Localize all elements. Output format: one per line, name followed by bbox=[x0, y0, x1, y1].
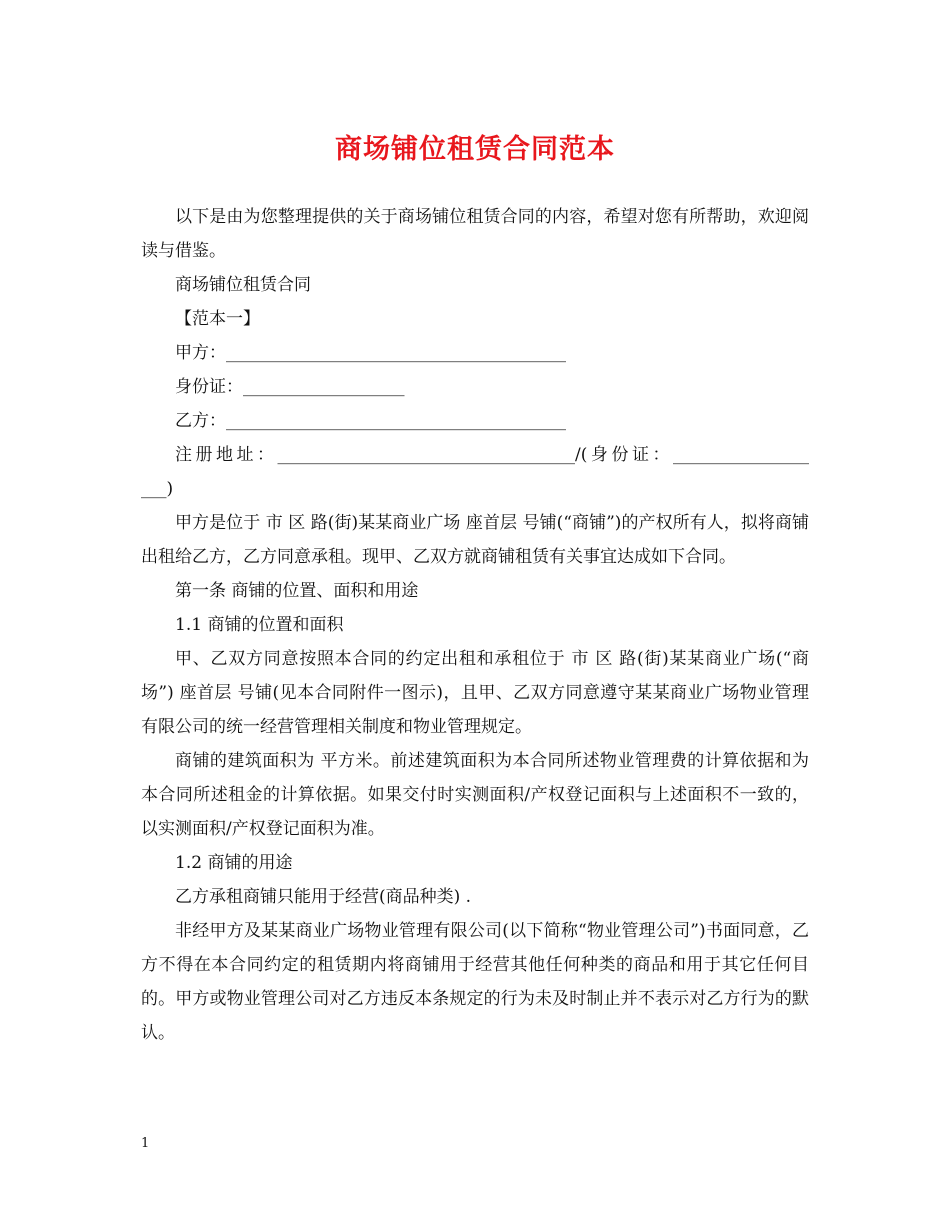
field-party-b: 乙方：________________________________________ bbox=[175, 411, 566, 431]
paragraph-area: 商铺的建筑面积为 平方米。前述建筑面积为本合同所述物业管理费的计算依据和为本合同所述租金的计算依据。如果交付时实测面积/产权登记面积与上述面积不一致的，以实测面积/产权登记面积为准。 bbox=[141, 751, 809, 839]
paragraph-usage: 乙方承租商铺只能用于经营(商品种类) . bbox=[175, 887, 472, 907]
page-number: 1 bbox=[141, 1136, 150, 1151]
paragraph-location: 甲、乙双方同意按照本合同的约定出租和承租位于 市 区 路(街)某某商业广场(“商场”) 座首层 号铺(见本合同附件一图示)，且甲、乙双方同意遵守某某商业广场物业管理有限公司的统一经营管理相关制度和物业管理规定。 bbox=[141, 649, 809, 737]
section-heading-article-1: 第一条 商铺的位置、面积和用途 bbox=[175, 581, 419, 601]
paragraph-ownership: 甲方是位于 市 区 路(街)某某商业广场 座首层 号铺(“商铺”)的产权所有人，拟将商铺出租给乙方，乙方同意承租。现甲、乙双方就商铺租赁有关事宜达成如下合同。 bbox=[141, 513, 809, 567]
field-id-card: 身份证：___________________ bbox=[175, 377, 405, 397]
subsection-heading-1-1: 1.1 商铺的位置和面积 bbox=[175, 615, 344, 635]
paragraph-intro: 以下是由为您整理提供的关于商场铺位租赁合同的内容，希望对您有所帮助，欢迎阅读与借鉴。 bbox=[141, 207, 809, 261]
field-party-a: 甲方：________________________________________ bbox=[175, 343, 566, 363]
paragraph-contract-name: 商场铺位租赁合同 bbox=[175, 275, 311, 295]
paragraph-restriction: 非经甲方及某某商业广场物业管理有限公司(以下简称“物业管理公司”)书面同意，乙方不得在本合同约定的租赁期内将商铺用于经营其他任何种类的商品和用于其它任何目的。甲方或物业管理公司对乙方违反本条规定的行为未及时制止并不表示对乙方行为的默认。 bbox=[141, 921, 809, 1043]
document-body bbox=[141, 200, 809, 1050]
subsection-heading-1-2: 1.2 商铺的用途 bbox=[175, 853, 293, 873]
document-title: 商场铺位租赁合同范本 bbox=[335, 134, 615, 165]
paragraph-template-label: 【范本一】 bbox=[175, 309, 260, 329]
field-registered-address: 注册地址：___________________________________/(身份证：________________ ___) bbox=[141, 445, 809, 499]
